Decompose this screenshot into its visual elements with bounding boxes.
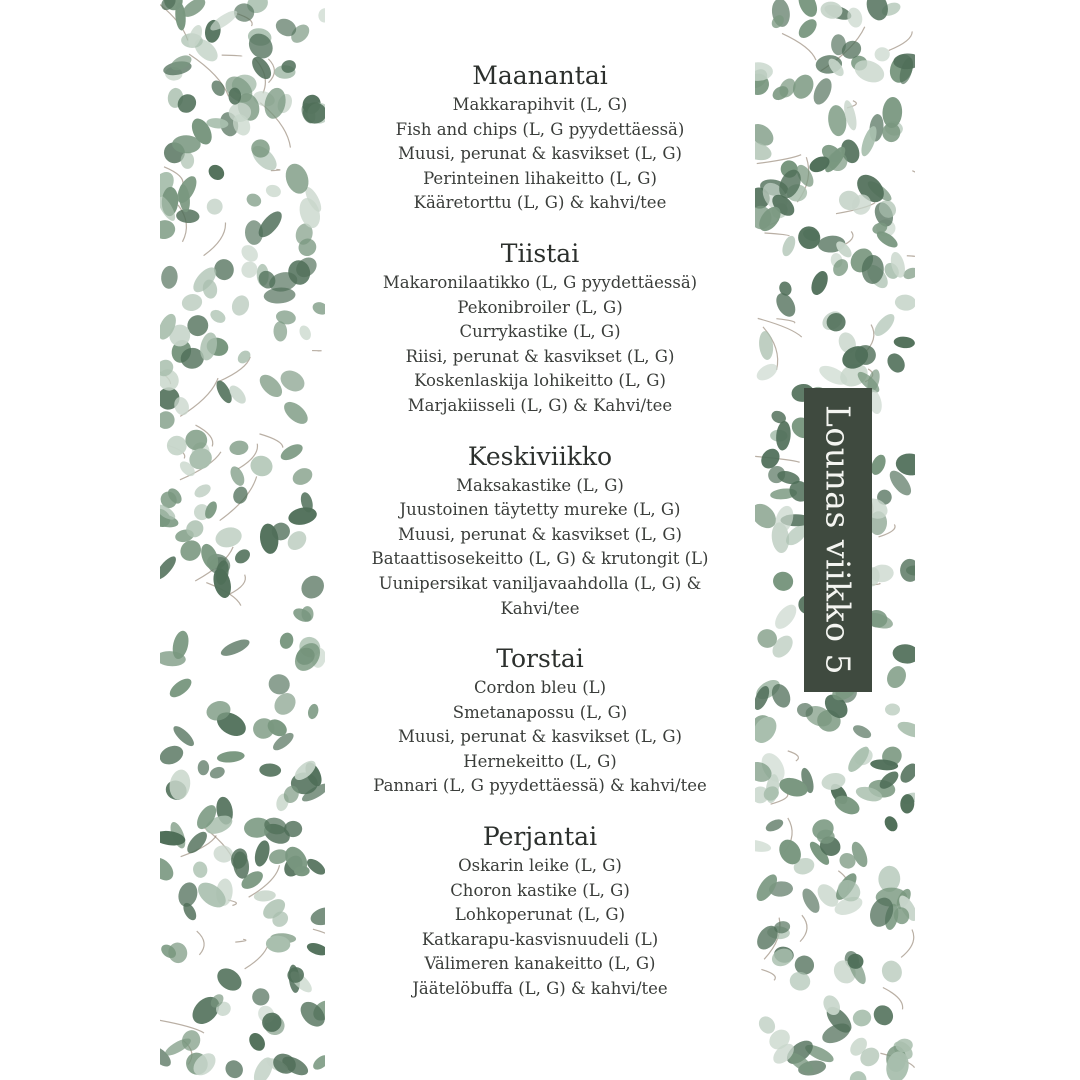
eucalyptus-leaf — [160, 408, 178, 433]
dish: Currykastike (L, G) — [459, 322, 621, 342]
eucalyptus-leaf — [882, 814, 900, 834]
eucalyptus-stem — [222, 55, 242, 56]
eucalyptus-leaf — [213, 525, 244, 551]
eucalyptus-leaf — [160, 853, 178, 885]
eucalyptus-leaf — [893, 336, 915, 349]
eucalyptus-leaf — [180, 292, 203, 313]
eucalyptus-stem — [907, 256, 915, 258]
week-banner — [804, 388, 872, 692]
dish: Cordon bleu (L) — [473, 678, 607, 698]
eucalyptus-leaf — [755, 360, 780, 383]
eucalyptus-stem — [765, 233, 790, 236]
eucalyptus-leaf — [228, 439, 249, 456]
eucalyptus-leaf — [219, 636, 252, 659]
eucalyptus-leaf — [305, 941, 325, 958]
eucalyptus-leaf — [204, 196, 226, 218]
lunch-menu — [325, 60, 755, 1024]
eucalyptus-leaf — [248, 453, 276, 480]
eucalyptus-stem — [313, 929, 325, 942]
eucalyptus-stem — [800, 915, 807, 941]
eucalyptus-leaf — [166, 941, 189, 965]
dish: Bataattisosekeitto (L, G) & krutongit (L) — [371, 549, 709, 569]
eucalyptus-leaf — [863, 0, 891, 23]
eucalyptus-stem — [788, 751, 799, 761]
eucalyptus-leaf — [166, 435, 188, 457]
eucalyptus-leaf — [892, 643, 915, 665]
dish: Oskarin leike (L, G) — [458, 856, 622, 876]
eucalyptus-leaf — [817, 830, 835, 844]
eucalyptus-leaf — [160, 554, 179, 583]
eucalyptus-leaf — [871, 311, 898, 340]
eucalyptus-stem — [229, 575, 245, 595]
eucalyptus-leaf — [870, 1002, 897, 1030]
dish: Uunipersikat vaniljavaahdolla (L, G) & Kahvi/tee — [378, 573, 702, 618]
dish: Muusi, perunat & kasvikset (L, G) — [397, 144, 682, 164]
eucalyptus-leaf — [249, 985, 272, 1008]
day-tuesday — [325, 238, 755, 419]
eucalyptus-leaf — [297, 571, 325, 603]
day-monday — [325, 60, 755, 216]
eucalyptus-leaf — [780, 234, 798, 258]
eucalyptus-leaf — [311, 300, 325, 317]
eucalyptus-leaf — [771, 601, 800, 633]
eucalyptus-leaf — [287, 505, 319, 527]
eucalyptus-leaf — [775, 420, 792, 451]
eucalyptus-leaf — [297, 324, 313, 342]
eucalyptus-leaf — [270, 689, 300, 719]
eucalyptus-leaf — [160, 265, 178, 289]
eucalyptus-leaf — [213, 258, 236, 282]
eucalyptus-border-left — [160, 0, 325, 1080]
eucalyptus-leaf — [208, 307, 228, 325]
eucalyptus-leaf — [290, 465, 316, 488]
eucalyptus-stem — [259, 434, 282, 448]
eucalyptus-leaf — [262, 86, 289, 121]
eucalyptus-leaf — [894, 294, 915, 312]
eucalyptus-leaf — [231, 485, 250, 506]
day-title: Keskiviikko — [467, 441, 613, 471]
eucalyptus-leaves-left — [160, 0, 325, 1080]
eucalyptus-leaf — [250, 715, 278, 742]
eucalyptus-leaf — [874, 47, 890, 62]
eucalyptus-stem — [776, 319, 794, 323]
eucalyptus-leaf — [252, 839, 272, 868]
eucalyptus-leaf — [192, 860, 209, 879]
day-friday — [325, 821, 755, 1002]
dish: Smetanapossu (L, G) — [452, 702, 628, 722]
day-thursday — [325, 643, 755, 799]
eucalyptus-leaf — [884, 350, 908, 376]
eucalyptus-leaf — [896, 719, 915, 741]
dish: Makaronilaatikko (L, G pyydettäessä) — [382, 272, 698, 292]
dish: Choron kastike (L, G) — [450, 880, 630, 900]
eucalyptus-leaf — [900, 559, 915, 583]
eucalyptus-leaf — [849, 1071, 866, 1080]
dish: Marjakiisseli (L, G) & Kahvi/tee — [407, 395, 673, 415]
eucalyptus-leaf — [246, 1030, 268, 1054]
eucalyptus-stem — [204, 222, 226, 255]
dish: Lohkoperunat (L, G) — [454, 905, 626, 925]
eucalyptus-leaf — [208, 765, 226, 781]
eucalyptus-leaf — [851, 1008, 872, 1028]
dish: Jäätelöbuffa (L, G) & kahvi/tee — [412, 979, 668, 999]
eucalyptus-leaf — [222, 1057, 247, 1080]
eucalyptus-stem — [912, 171, 915, 202]
eucalyptus-leaf — [216, 750, 245, 764]
eucalyptus-stem — [901, 930, 914, 958]
dish: Muusi, perunat & kasvikset (L, G) — [397, 727, 682, 747]
eucalyptus-leaf — [885, 704, 900, 716]
eucalyptus-leaf — [808, 269, 831, 298]
eucalyptus-leaf — [244, 191, 263, 209]
eucalyptus-leaf — [192, 482, 213, 500]
dish: Maksakastike (L, G) — [456, 475, 624, 495]
eucalyptus-leaf — [810, 76, 835, 108]
dish: Pekonibroiler (L, G) — [457, 297, 623, 317]
dish: Perinteinen lihakeitto (L, G) — [423, 168, 657, 188]
dish: Fish and chips (L, G pyydettäessä) — [395, 119, 685, 139]
eucalyptus-leaf — [769, 945, 795, 969]
eucalyptus-leaf — [306, 703, 319, 720]
week-banner-title: Lounas viikko 5 — [818, 405, 858, 675]
eucalyptus-leaf — [213, 964, 246, 996]
dish: Makkarapihvit (L, G) — [452, 95, 628, 114]
eucalyptus-leaf — [171, 723, 197, 749]
eucalyptus-leaf — [851, 723, 873, 741]
dish: Koskenlaskija lohikeitto (L, G) — [414, 371, 666, 391]
eucalyptus-leaf — [317, 7, 325, 24]
eucalyptus-leaf — [795, 16, 820, 41]
eucalyptus-leaf — [758, 330, 775, 360]
dish: Riisi, perunat & kasvikset (L, G) — [405, 346, 675, 366]
eucalyptus-leaf — [280, 398, 312, 428]
eucalyptus-leaf — [897, 760, 915, 785]
eucalyptus-stem — [235, 939, 246, 942]
day-title: Maanantai — [472, 61, 608, 90]
eucalyptus-stem — [245, 939, 269, 969]
day-title: Torstai — [496, 644, 584, 674]
eucalyptus-leaf — [755, 62, 773, 81]
eucalyptus-leaf — [184, 828, 211, 856]
eucalyptus-leaf — [160, 218, 177, 240]
eucalyptus-leaf — [764, 817, 785, 834]
dish: Välimeren kanakeitto (L, G) — [424, 954, 656, 974]
dish: Hernekeitto (L, G) — [463, 751, 617, 771]
day-wednesday — [325, 441, 755, 622]
eucalyptus-leaf — [845, 6, 864, 29]
dish: Katkarapu-kasvisnuudeli (L) — [421, 929, 659, 949]
eucalyptus-leaf — [296, 997, 325, 1031]
dish: Kääretorttu (L, G) & kahvi/tee — [413, 193, 667, 213]
eucalyptus-leaf — [259, 763, 281, 777]
dish: Juustoinen täytetty mureke (L, G) — [399, 500, 681, 520]
eucalyptus-leaf — [884, 663, 910, 691]
eucalyptus-leaf — [160, 742, 186, 768]
eucalyptus-leaf — [795, 0, 821, 20]
eucalyptus-leaf — [198, 760, 210, 775]
eucalyptus-stem — [197, 931, 204, 955]
eucalyptus-leaf — [229, 88, 242, 105]
eucalyptus-leaf — [229, 293, 252, 318]
eucalyptus-leaf — [167, 675, 195, 701]
eucalyptus-leaf — [232, 547, 252, 567]
dish: Muusi, perunat & kasvikset (L, G) — [397, 524, 682, 544]
day-title: Tiistai — [500, 238, 580, 268]
eucalyptus-leaf — [264, 183, 282, 199]
eucalyptus-stem — [782, 33, 816, 60]
eucalyptus-leaf — [755, 838, 772, 854]
dish: Pannari (L, G pyydettäessä) & kahvi/tee — [373, 776, 707, 796]
eucalyptus-leaf — [278, 631, 295, 650]
eucalyptus-leaf — [206, 162, 228, 183]
eucalyptus-stem — [889, 31, 912, 50]
eucalyptus-leaf — [228, 464, 247, 488]
eucalyptus-leaf — [771, 570, 795, 593]
day-title: Perjantai — [482, 822, 598, 852]
eucalyptus-leaf — [879, 958, 906, 986]
eucalyptus-stem — [761, 969, 775, 980]
eucalyptus-leaf — [309, 904, 325, 928]
eucalyptus-leaf — [311, 1052, 325, 1072]
